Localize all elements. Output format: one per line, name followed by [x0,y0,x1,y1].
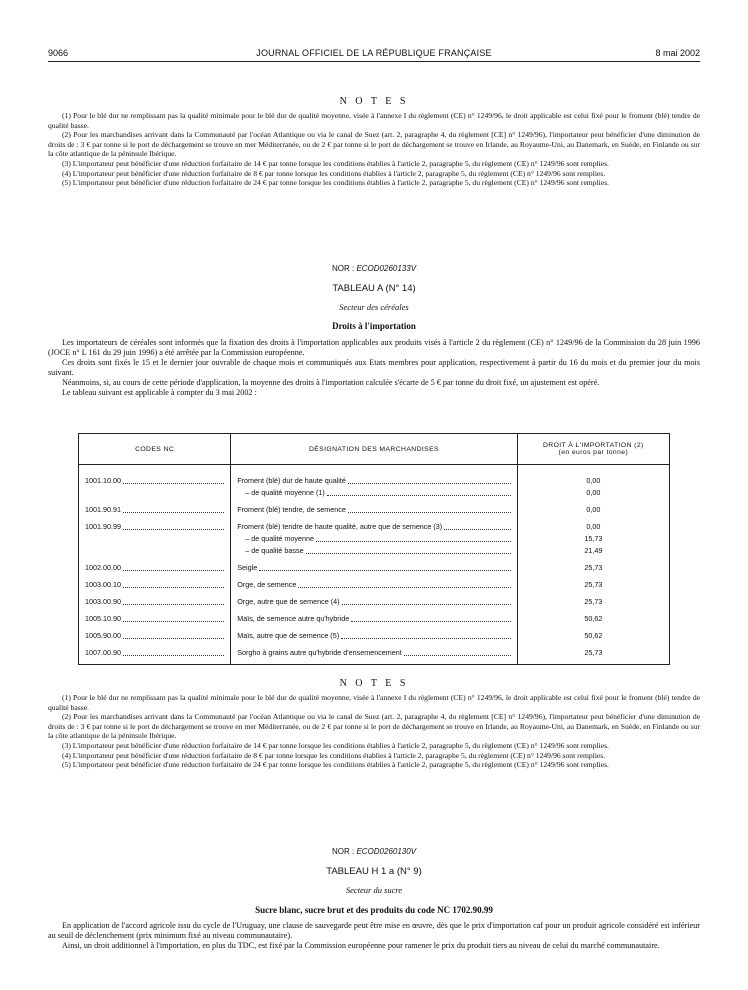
note-bottom-1: (1) Pour le blé dur ne remplissant pas la qualité minimale pour le blé dur de qualité moyenne, visée à l'annexe I du règlement (CE) n° 1249/96, le droit applicable est celui fixé pour le froment (blé) tendre de qualité basse. [48,693,700,712]
nor-h-label: NOR : [331,847,355,856]
dot-leader [123,570,224,571]
note-top-4: (4) L'importateur peut bénéficier d'une réduction forfaitaire de 8 € par tonne lorsque les conditions établies à l'article 2, paragraphe 5, du règlement (CE) n° 1249/96 sont remplies. [62,168,606,178]
spacer-cell [79,465,231,476]
nc-code: 1001.90.91 [85,505,121,514]
code-line [79,647,230,659]
code-cell [79,475,231,504]
designation-text: Maïs, de semence autre qu'hybride [237,614,350,623]
dot-leader [123,604,224,605]
code-cell [79,647,231,665]
row-gap [518,659,669,664]
designation-cell [231,521,517,562]
designation-line [231,475,516,487]
code-line [79,504,230,516]
designation-cell [231,475,517,504]
tableau-a-secteur: Secteur des céréales [339,302,409,312]
code-line [79,596,230,608]
section-h-para-2: Ainsi, un droit additionnel à l'importation, en plus du TDC, est fixé par la Commission européenne pour ramener le prix du produit tiers au niveau de celui du marché communautaire. [62,941,660,950]
nc-code: 1002.00.00 [85,563,121,572]
tableau-h-title: TABLEAU H 1 a (N° 9) [326,866,422,877]
designation-line [231,562,516,574]
table-row [79,562,670,579]
code-line [79,521,230,533]
duty-value: 0,00 [586,476,601,485]
table-row [79,647,670,665]
nor-h-code: ECOD0260130V [356,847,417,856]
designation-line [231,613,516,625]
nor-h [48,847,700,856]
duty-value: 0,00 [586,505,601,514]
note-bottom-3: (3) L'importateur peut bénéficier d'une réduction forfaitaire de 14 € par tonne lorsque les conditions établies à l'article 2, paragraphe 5, du règlement (CE) n° 1249/96 sont remplies. [62,740,609,750]
section-a-body [48,338,700,398]
issue-date: 8 mai 2002 [655,48,700,58]
nc-code: 1005.10.90 [85,614,121,623]
header-rule [48,61,700,62]
section-a-para-1: Les importateurs de céréales sont informés que la fixation des droits à l'importation applicables aux produits visés à l'article 2 du règlement (CE) n° 1249/96 de la Commission du 28 juin 1996 (JOCE n° L 161 du 29 juin 1996) a été arrêtée par la Commission européenne. [48,338,700,357]
designation-text: Maïs, autre que de semence (5) [237,631,340,640]
header-droit-line2: (en euros par tonne) [558,449,629,456]
dot-leader [327,495,511,496]
section-h-para-1: En application de l'accord agricole issu du cycle de l'Uruguay, une clause de sauvegarde peut être mise en œuvre, dès que le prix d'importation caf pour un produit agricole considéré est inférieur au seuil de déclenchement (prix minimum fixé au niveau communautaire). [48,921,700,940]
spacer-cell [231,465,517,476]
dot-leader [123,621,224,622]
designation-cell [231,613,517,630]
duty-value: 0,00 [586,488,601,497]
table-body [79,465,670,665]
table-row [79,613,670,630]
designation-cell [231,579,517,596]
code-cell [79,596,231,613]
designation-line [231,630,516,642]
designation-line [231,647,516,659]
designation-text: – de qualité moyenne [245,534,314,543]
tableau-a-subtitle: Droits à l'importation [332,321,416,331]
import-duty-table [78,433,670,665]
row-gap [79,487,230,492]
spacer-cell [517,465,669,476]
nc-code: 1001.90.99 [85,522,121,531]
tableau-h-subtitle: Sucre blanc, sucre brut et des produits du code NC 1702.90.99 [255,905,493,915]
dot-leader [123,483,224,484]
code-line [79,562,230,574]
tableau-a-title: TABLEAU A (N° 14) [332,283,416,294]
nc-code: 1003.00.10 [85,580,121,589]
dot-leader [123,638,224,639]
note-bottom-4: (4) L'importateur peut bénéficier d'une réduction forfaitaire de 8 € par tonne lorsque les conditions établies à l'article 2, paragraphe 5, du règlement (CE) n° 1249/96 sont remplies. [62,750,606,760]
section-a-para-3: Néanmoins, si, au cours de cette période d'application, la moyenne des droits à l'importation calculée s'écarte de 5 € par tonne du droit fixé, un ajustement est opéré. [62,378,600,387]
dot-leader [123,512,224,513]
duty-value: 25,73 [584,563,603,572]
header-designation: DÉSIGNATION DES MARCHANDISES [231,434,517,465]
row-gap [79,533,230,538]
designation-text: Orge, de semence [237,580,297,589]
dot-leader [348,512,511,513]
section-a-para-4: Le tableau suivant est applicable à compter du 3 mai 2002 : [62,388,257,397]
dot-leader [316,541,511,542]
note-top-5: (5) L'importateur peut bénéficier d'une réduction forfaitaire de 24 € par tonne lorsque les conditions établies à l'article 2, paragraphe 5, du règlement (CE) n° 1249/96 sont remplies. [62,178,609,188]
table-row [79,504,670,521]
designation-cell [231,596,517,613]
nor-a [48,264,700,273]
section-a-para-2: Ces droits sont fixés le 15 et le dernier jour ouvrable de chaque mois et communiqués aux Etats membres pour application, respectivement à partir du 16 du mois et du premier jour du mois suivant. [48,358,700,377]
code-cell [79,579,231,596]
designation-line [231,545,516,557]
table-header-row [79,434,670,465]
designation-text: Sorgho à grains autre qu'hybride d'ensemencement [237,648,402,657]
duty-cell [517,475,669,504]
designation-line [231,504,516,516]
note-top-1: (1) Pour le blé dur ne remplissant pas la qualité minimale pour le blé dur de qualité moyenne, visée à l'annexe I du règlement (CE) n° 1249/96, le droit applicable est celui fixé pour le froment (blé) tendre de qualité basse. [48,111,700,130]
designation-text: Orge, autre que de semence (4) [237,597,340,606]
header-droit-line1: DROIT À L'IMPORTATION (2) [543,442,644,449]
nc-code: 1003.00.90 [85,597,121,606]
duty-value: 0,00 [586,522,601,531]
code-line [79,475,230,487]
duty-cell [517,596,669,613]
designation-line [231,596,516,608]
duty-cell [517,521,669,562]
code-cell [79,562,231,579]
note-top-3: (3) L'importateur peut bénéficier d'une réduction forfaitaire de 14 € par tonne lorsque les conditions établies à l'article 2, paragraphe 5, du règlement (CE) n° 1249/96 sont remplies. [62,158,609,168]
duty-cell [517,579,669,596]
dot-leader [444,529,511,530]
notes-bottom [48,678,700,770]
duty-value: 21,49 [584,546,603,555]
code-cell [79,504,231,521]
duty-value: 50,62 [584,631,603,640]
designation-line [231,487,516,499]
nc-code: 1001.10.00 [85,476,121,485]
table-row [79,475,670,504]
designation-text: Froment (blé) tendre, de semence [237,505,346,514]
duty-value: 25,73 [584,648,603,657]
duty-cell [517,562,669,579]
code-cell [79,521,231,562]
duty-cell [517,504,669,521]
note-bottom-2: (2) Pour les marchandises arrivant dans la Communauté par l'océan Atlantique ou via le canal de Suez (art. 2, paragraphe 4, du règlement [CE] n° 1249/96), l'importateur peut bénéficier d'une diminution de droits de : 3 € par tonne si le port de déchargement se trouve en mer Méditerranée, ou de 2 € par tonne si le port de déchargement se trouve en Irlande, au Royaume-Uni, au Danemark, en Suède, en Finlande ou sur la côte atlantique de la péninsule Ibérique. [48,712,700,741]
designation-cell [231,647,517,665]
duty-cell [517,613,669,630]
designation-cell [231,504,517,521]
nc-code: 1005.90.00 [85,631,121,640]
designation-line [231,521,516,533]
designation-text: Froment (blé) tendre de haute qualité, autre que de semence (3) [237,522,443,531]
header-codes: CODES NC [79,434,231,465]
dot-leader [348,483,511,484]
designation-text: – de qualité basse [245,546,304,555]
note-top-2: (2) Pour les marchandises arrivant dans la Communauté par l'océan Atlantique ou via le canal de Suez (art. 2, paragraphe 4, du règlement [CE] n° 1249/96), l'importateur peut bénéficier d'une diminution de droits de : 3 € par tonne si le port de déchargement se trouve en mer Méditerranée, ou de 2 € par tonne si le port de déchargement se trouve en Irlande, au Royaume-Uni, au Danemark, en Suède, en Finlande ou sur la côte atlantique de la péninsule Ibérique. [48,130,700,159]
row-gap [231,659,516,664]
duty-value: 25,73 [584,580,603,589]
dot-leader [351,621,510,622]
tableau-h-secteur: Secteur du sucre [345,885,403,895]
dot-leader [123,529,224,530]
nor-a-label: NOR : [331,264,355,273]
page-number: 9066 [48,48,69,58]
duty-cell [517,630,669,647]
nc-code: 1007.00.90 [85,648,121,657]
table-row [79,630,670,647]
row-gap [79,659,230,664]
journal-title: JOURNAL OFFICIEL DE LA RÉPUBLIQUE FRANÇAISE [256,48,492,58]
header-droit [517,434,669,465]
notes-top-title: N O T E S [339,96,409,107]
table-row [79,521,670,562]
dot-leader [341,638,511,639]
duty-cell [517,647,669,665]
notes-top [48,96,700,188]
page-header [48,48,700,62]
dot-leader [306,553,511,554]
dot-leader [342,604,511,605]
dot-leader [298,587,510,588]
notes-bottom-title: N O T E S [339,678,409,689]
dot-leader [123,587,224,588]
designation-cell [231,562,517,579]
duty-value: 50,62 [584,614,603,623]
nor-a-code: ECOD0260133V [356,264,417,273]
designation-cell [231,630,517,647]
note-bottom-5: (5) L'importateur peut bénéficier d'une réduction forfaitaire de 24 € par tonne lorsque les conditions établies à l'article 2, paragraphe 5, du règlement (CE) n° 1249/96 sont remplies. [62,760,609,770]
code-line [79,579,230,591]
table-row [79,596,670,613]
duty-value: 15,73 [584,534,603,543]
code-line [79,630,230,642]
duty-value: 25,73 [584,597,603,606]
dot-leader [404,655,511,656]
code-cell [79,630,231,647]
dot-leader [123,655,224,656]
section-h-body [48,921,700,951]
designation-line [231,579,516,591]
table-spacer-row [79,465,670,476]
code-cell [79,613,231,630]
designation-text: Seigle [237,563,258,572]
designation-line [231,533,516,545]
code-line [79,613,230,625]
designation-text: Froment (blé) dur de haute qualité [237,476,346,485]
dot-leader [259,570,511,571]
designation-text: – de qualité moyenne (1) [245,488,325,497]
table-row [79,579,670,596]
